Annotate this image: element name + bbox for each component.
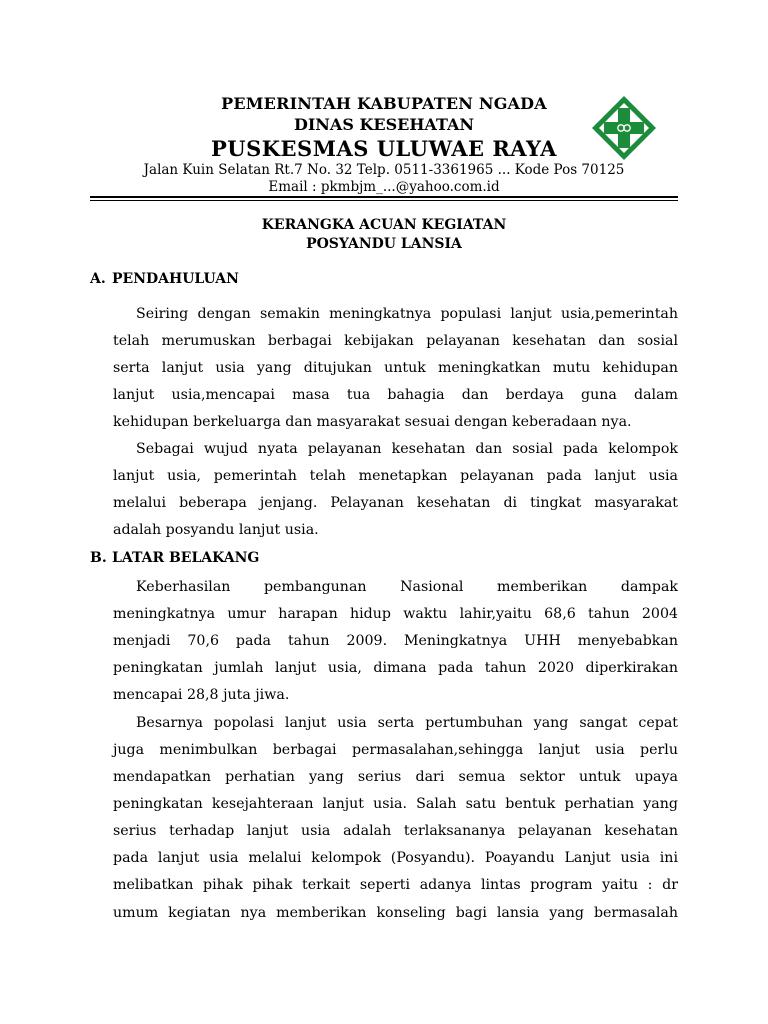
puskesmas-logo-icon <box>590 94 658 162</box>
letterhead-divider-thick <box>90 196 678 198</box>
paragraph-line: Sebagai wujud nyata pelayanan kesehatan dan sosial pada kelompok <box>136 441 678 457</box>
section-heading-latar-belakang <box>90 550 259 566</box>
section-number: B. <box>90 550 107 566</box>
document-subtitle: POSYANDU LANSIA <box>306 236 462 252</box>
section-heading-pendahuluan <box>90 271 239 287</box>
paragraph-line: meningkatnya umur harapan hidup waktu lahir,yaitu 68,6 tahun 2004 <box>113 606 678 622</box>
paragraph-line: Besarnya popolasi lanjut usia serta pertumbuhan yang sangat cepat <box>136 715 678 731</box>
paragraph-line: umum kegiatan nya memberikan konseling bagi lansia yang bermasalah <box>113 905 678 921</box>
paragraph-line: juga menimbulkan berbagai permasalahan,sehingga lanjut usia perlu <box>113 742 678 758</box>
paragraph-line: adalah posyandu lanjut usia. <box>113 522 319 538</box>
letterhead-address: Jalan Kuin Selatan Rt.7 No. 32 Telp. 0511-3361965 ... Kode Pos 70125 <box>143 162 625 178</box>
paragraph-line: kehidupan berkeluarga dan masyarakat sesuai dengan keberadaan nya. <box>113 414 632 430</box>
paragraph-line: menjadi 70,6 pada tahun 2009. Meningkatnya UHH menyebabkan <box>113 633 678 649</box>
paragraph-line: Seiring dengan semakin meningkatnya populasi lanjut usia,pemerintah <box>136 306 678 322</box>
document-title: KERANGKA ACUAN KEGIATAN <box>261 217 507 233</box>
paragraph-line: lanjut usia, pemerintah telah menetapkan pelayanan pada lanjut usia <box>113 468 678 484</box>
paragraph-line: serta lanjut usia yang ditujukan untuk meningkatkan mutu kehidupan <box>113 360 678 376</box>
letterhead-email: Email : pkmbjm_...@yahoo.com.id <box>268 179 500 195</box>
letterhead-government: PEMERINTAH KABUPATEN NGADA <box>221 94 547 113</box>
section-title: PENDAHULUAN <box>112 271 239 287</box>
paragraph-line: peningkatan jumlah lanjut usia, dimana pada tahun 2020 diperkirakan <box>113 660 678 676</box>
paragraph-line: peningkatan kesejahteraan lanjut usia. Salah satu bentuk perhatian yang <box>113 796 678 812</box>
paragraph-line: melibatkan pihak pihak terkait seperti adanya lintas program yaitu : dr <box>113 877 678 893</box>
letterhead-divider-thin <box>90 200 678 201</box>
paragraph-line: telah merumuskan berbagai kebijakan pelayanan kesehatan dan sosial <box>113 333 678 349</box>
paragraph-line: mencapai 28,8 juta jiwa. <box>113 687 290 703</box>
section-number: A. <box>90 271 106 287</box>
section-title: LATAR BELAKANG <box>112 550 260 566</box>
paragraph-line: melalui beberapa jenjang. Pelayanan kesehatan di tingkat masyarakat <box>113 495 678 511</box>
paragraph-line: mendapatkan perhatian yang serius dari semua sektor untuk upaya <box>113 769 678 785</box>
paragraph-line: pada lanjut usia melalui kelompok (Posyandu). Poayandu Lanjut usia ini <box>113 850 678 866</box>
letterhead-institution: PUSKESMAS ULUWAE RAYA <box>211 136 557 161</box>
paragraph-line: Keberhasilan pembangunan Nasional memberikan dampak <box>136 579 678 595</box>
letterhead-department: DINAS KESEHATAN <box>293 115 475 134</box>
paragraph-line: lanjut usia,mencapai masa tua bahagia dan berdaya guna dalam <box>113 387 678 403</box>
paragraph-line: serius terhadap lanjut usia adalah terlaksananya pelayanan kesehatan <box>113 823 678 839</box>
